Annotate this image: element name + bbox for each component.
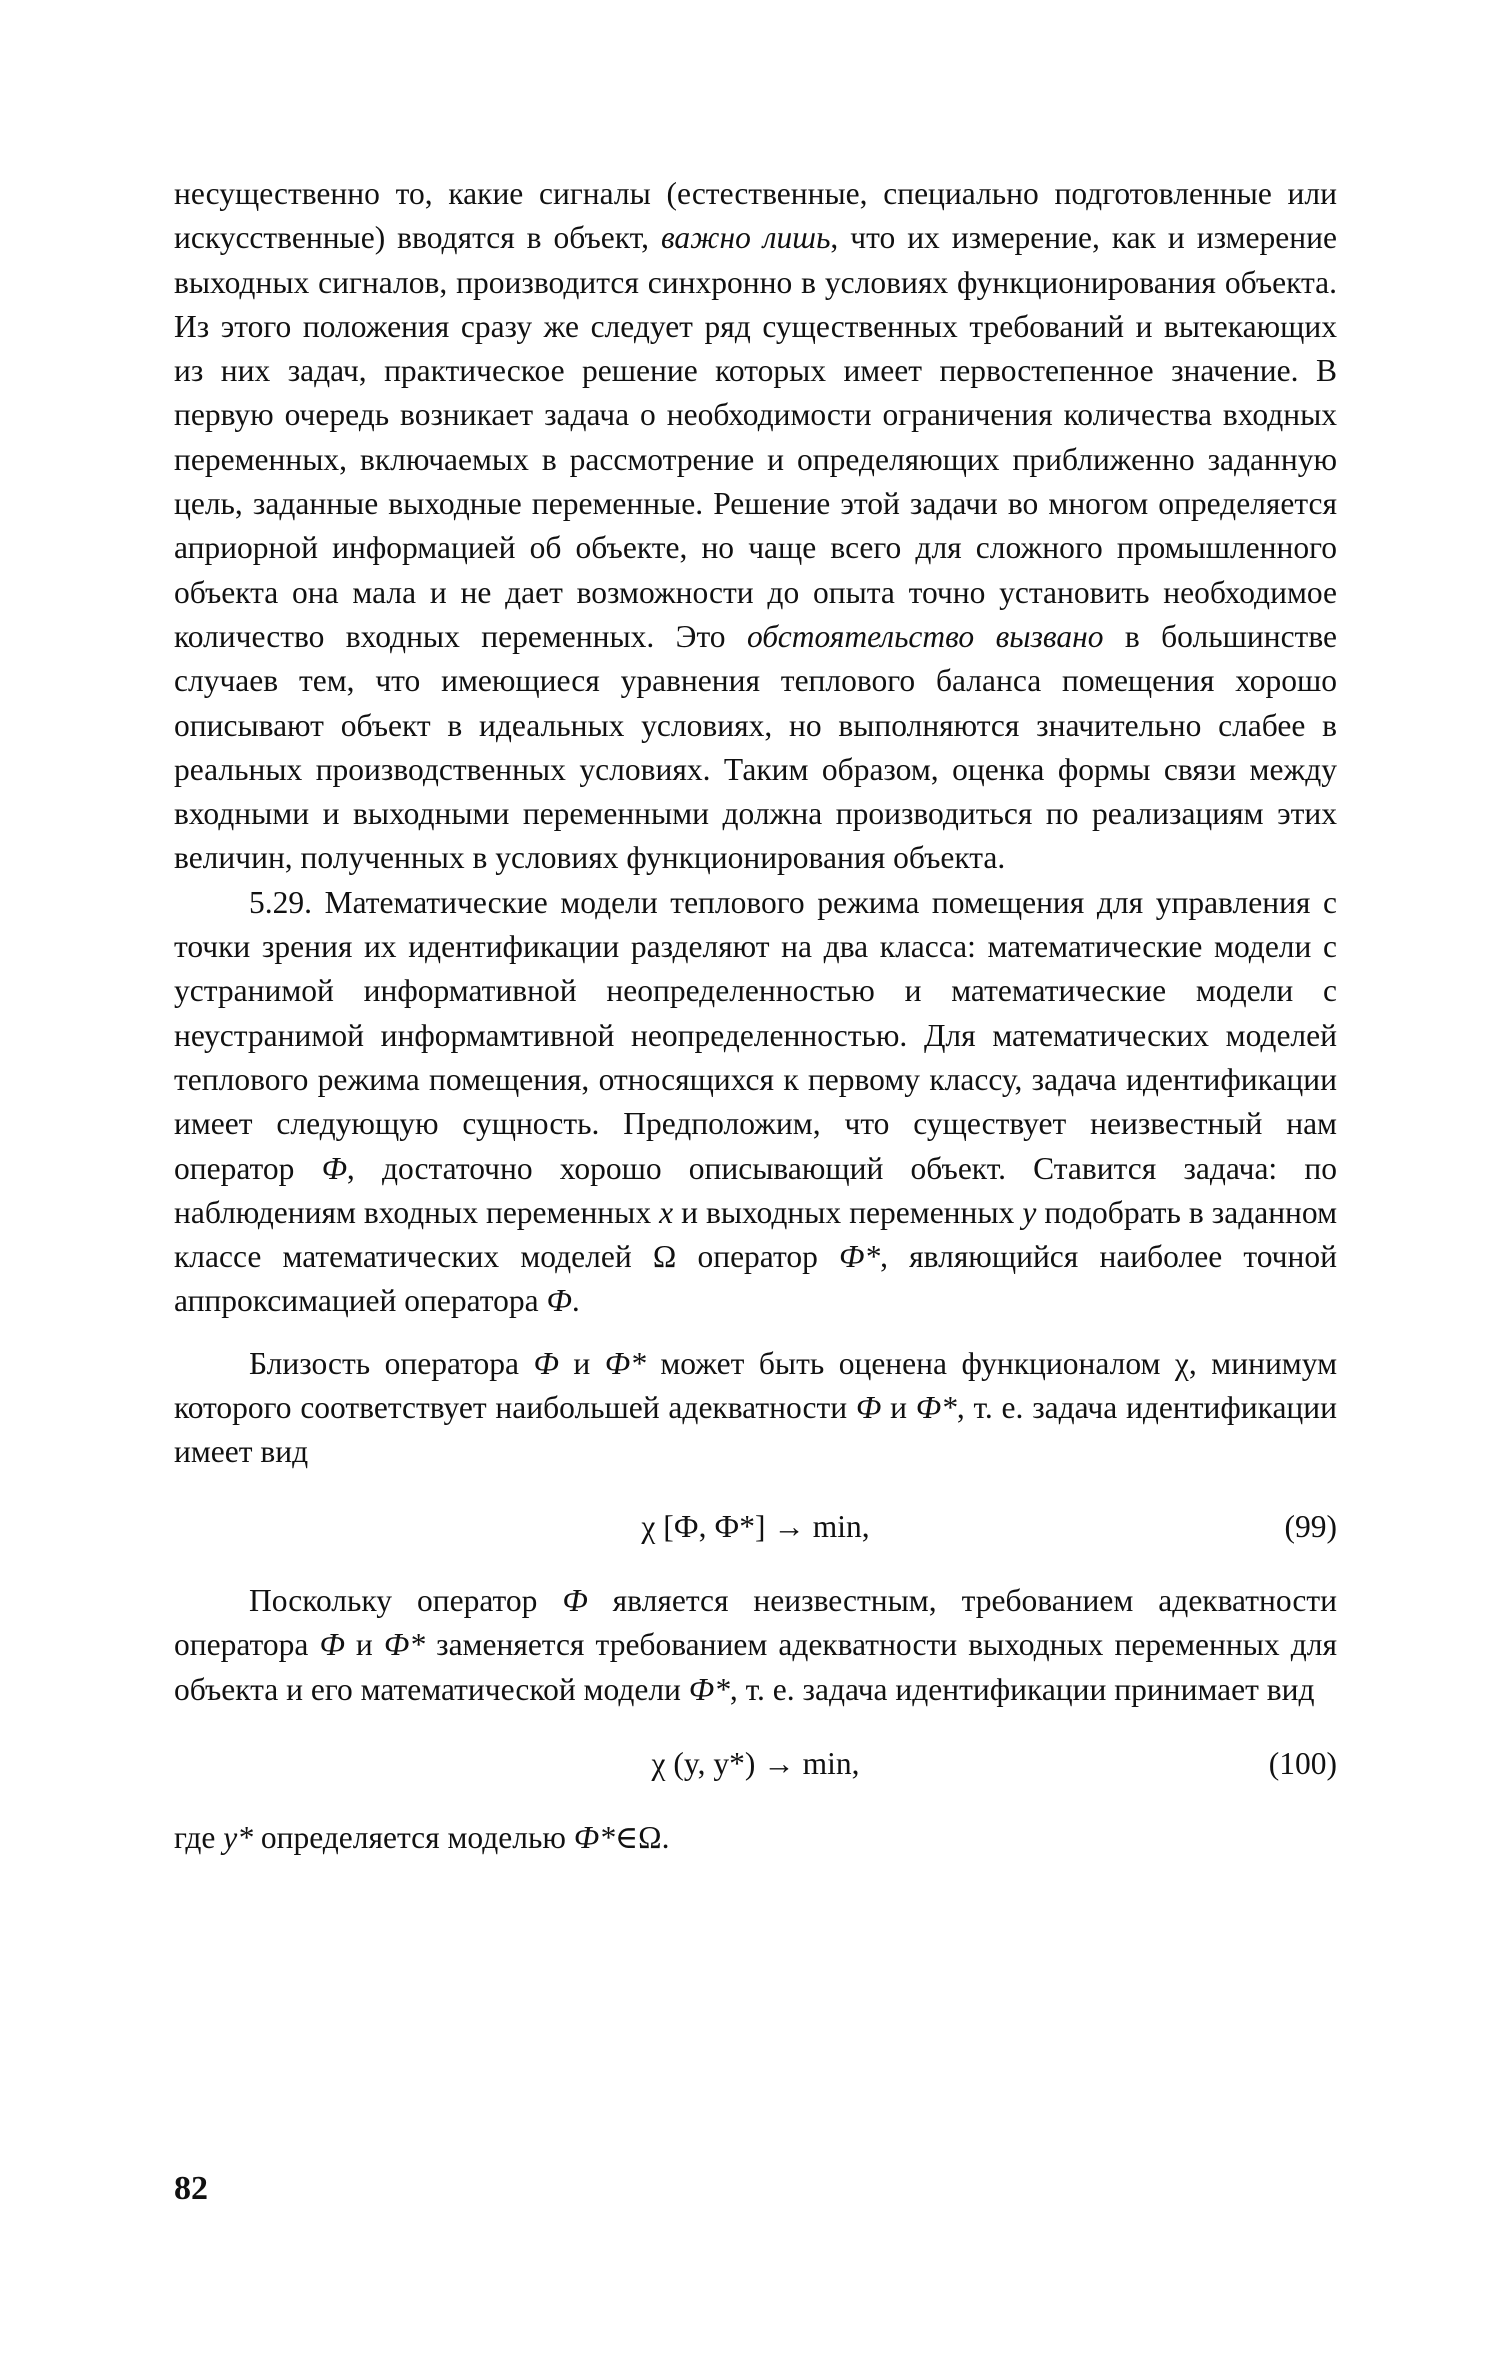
equation-100-formula: χ (y, y*) → min,	[651, 1745, 860, 1781]
equation-99-number: (99)	[1284, 1508, 1337, 1544]
text-span: где	[174, 1820, 224, 1856]
text-span: в большинстве случаев тем, что имеющиеся уравнения теплового баланса помещения хорошо описывают объект в идеальных условиях, но выполняются значительно слабее в реальных производственных условиях. Таким образом, оценка формы связи между входными и выходными переменными должна производиться по реализациям этих величин, полученных в условиях функционирования объекта.	[174, 618, 1337, 876]
text-span: Близость оператора	[249, 1345, 534, 1381]
italic-text-span: y*	[223, 1820, 253, 1856]
equation-99-formula: χ [Ф, Ф*] → min,	[641, 1508, 870, 1544]
equation-100-number: (100)	[1268, 1745, 1337, 1781]
text-span: , достаточно хорошо описывающий объект. Ставится задача: по наблюдениям входных переменных	[174, 1150, 1337, 1230]
paragraph-1	[174, 172, 1337, 881]
text-span: ∈Ω.	[614, 1820, 670, 1856]
text-span: .	[571, 1283, 580, 1319]
text-span: подобрать в заданном классе математических моделей Ω оператор	[174, 1194, 1338, 1275]
text-span: , т. е. задача идентификации принимает вид	[729, 1671, 1315, 1707]
italic-text-span: x	[659, 1194, 674, 1230]
text-span: и выходных переменных	[673, 1194, 1023, 1230]
italic-text-span: Ф*	[573, 1820, 615, 1856]
equation-99	[174, 1505, 1337, 1549]
text-span: , что их измерение, как и измерение выходных сигналов, производится синхронно в условиях функционирования объекта. Из этого положения сразу же следует ряд существенных требований и вытекающих из них задач, практическое решение которых имеет первостепенное значение. В первую очередь возникает задача о необходимости ограничения количества входных переменных, включаемых в рассмотрение и определяющих приближенно заданную цель, заданные выходные переменные. Решение этой задачи во многом определяется априорной информацией об объекте, но чаще всего для сложного промышленного объекта она мала и не дает возможности до опыта точно установить необходимое количество входных переменных. Это	[174, 220, 1337, 654]
equation-100	[174, 1742, 1337, 1786]
text-span: является неизвестным, требованием адекватности оператора	[174, 1582, 1337, 1663]
italic-text-span: Ф*	[839, 1239, 881, 1275]
paragraph-2-section-5-29	[174, 881, 1337, 1324]
text-span: может быть оценена функционалом χ, минимум которого соответствует наибольшей адекватности	[174, 1345, 1338, 1426]
italic-text-span: y	[1022, 1194, 1037, 1230]
italic-text-span: Ф*	[688, 1671, 730, 1707]
text-span: определяется моделью	[252, 1820, 574, 1856]
text-span: заменяется требованием адекватности выходных переменных для объекта и его математической модели	[174, 1627, 1338, 1707]
text-span: несущественно то, какие сигналы (естественные, специально подготовленные или искусственные) вводятся в объект,	[174, 176, 1337, 256]
body-text	[174, 172, 1337, 1860]
paragraph-4	[174, 1579, 1337, 1712]
paragraph-5	[174, 1816, 1337, 1860]
italic-text-span: обстоятельство вызвано	[746, 618, 1104, 654]
italic-text-span: Ф*	[383, 1627, 426, 1663]
text-span: Поскольку оператор	[249, 1582, 563, 1618]
page-number: 82	[174, 2170, 208, 2207]
text-span: , т. е. задача идентификации имеет вид	[174, 1390, 1337, 1470]
text-span: , являющийся наиболее точной аппроксимацией оператора	[174, 1239, 1337, 1319]
text-span: и	[344, 1627, 384, 1663]
italic-text-span: Ф*	[604, 1345, 646, 1381]
italic-text-span: Ф	[546, 1283, 572, 1319]
italic-text-span: Ф	[319, 1627, 345, 1663]
italic-text-span: Ф*	[915, 1390, 957, 1426]
italic-text-span: Ф	[321, 1150, 347, 1186]
italic-text-span: Ф	[562, 1582, 588, 1618]
text-span: и	[558, 1345, 605, 1381]
paragraph-3	[174, 1342, 1337, 1475]
text-span: и	[881, 1390, 916, 1426]
italic-text-span: Ф	[855, 1390, 882, 1426]
text-span: 5.29. Математические модели теплового режима помещения для управления с точки зрения их идентификации разделяют на два класса: математические модели с устранимой информативной неопределенностью и математические модели с неустранимой информамтивной неопределенностью. Для математических моделей теплового режима помещения, относящихся к первому классу, задача идентификации имеет следующую сущность. Предположим, что существует неизвестный нам оператор	[174, 884, 1337, 1186]
italic-text-span: важно лишь	[660, 220, 831, 256]
italic-text-span: Ф	[533, 1345, 559, 1381]
